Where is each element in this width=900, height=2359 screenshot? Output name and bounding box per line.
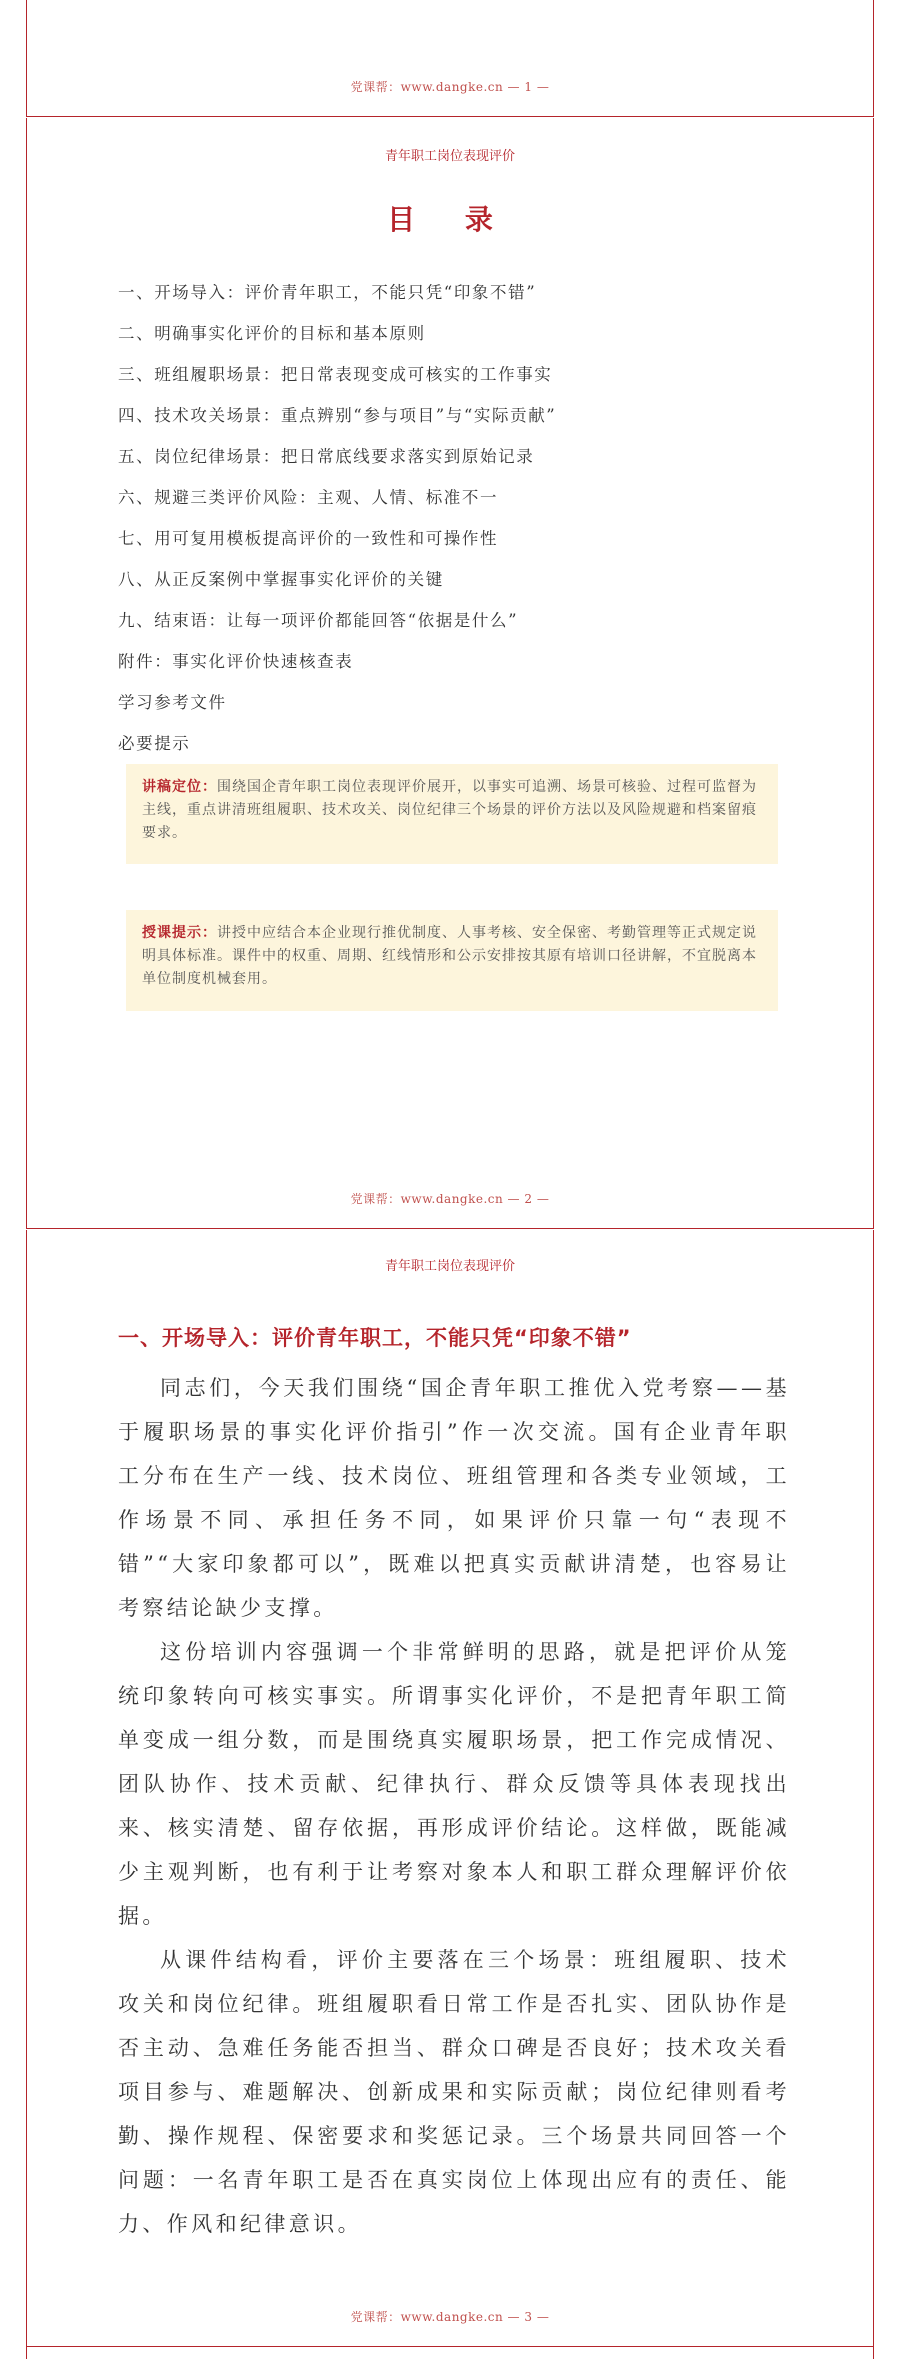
section-body (118, 1366, 790, 2246)
toc-item[interactable]: 一、开场导入：评价青年职工，不能只凭“印象不错” (118, 283, 537, 302)
body-paragraph: 从课件结构看，评价主要落在三个场景：班组履职、技术攻关和岗位纪律。班组履职看日常工作是否扎实、团队协作是否主动、急难任务能否担当、群众口碑是否良好；技术攻关看项目参与、难题解决、创新成果和实际贡献；岗位纪律则看考勤、操作规程、保密要求和奖惩记录。三个场景共同回答一个问题：一名青年职工是否在真实岗位上体现出应有的责任、能力、作风和纪律意识。 (118, 1948, 790, 2236)
toc-item[interactable]: 附件：事实化评价快速核查表 (118, 652, 354, 671)
note-text: 讲授中应结合本企业现行推优制度、人事考核、安全保密、考勤管理等正式规定说明具体标准。课件中的权重、周期、红线情形和公示安排按其原有培训口径讲解，不宜脱离本单位制度机械套用。 (142, 925, 757, 987)
page-footer-2: 党课帮：www.dangke.cn — 2 — (350, 1192, 550, 1206)
page-1-frame (26, 0, 874, 116)
toc-item[interactable]: 五、岗位纪律场景：把日常底线要求落实到原始记录 (118, 447, 535, 466)
note-label: 讲稿定位： (142, 779, 217, 795)
toc-item[interactable]: 七、用可复用模板提高评价的一致性和可操作性 (118, 529, 499, 548)
body-paragraph: 这份培训内容强调一个非常鲜明的思路，就是把评价从笼统印象转向可核实事实。所谓事实化评价，不是把青年职工简单变成一组分数，而是围绕真实履职场景，把工作完成情况、团队协作、技术贡献、纪律执行、群众反馈等具体表现找出来、核实清楚、留存依据，再形成评价结论。这样做，既能减少主观判断，也有利于让考察对象本人和职工群众理解评价依据。 (118, 1640, 790, 1928)
toc-item[interactable]: 必要提示 (118, 734, 191, 753)
section-title: 一、开场导入：评价青年职工，不能只凭“印象不错” (118, 1326, 632, 1350)
toc-item[interactable]: 六、规避三类评价风险：主观、人情、标准不一 (118, 488, 499, 507)
page-footer-1: 党课帮：www.dangke.cn — 1 — (350, 80, 550, 94)
body-paragraph: 同志们，今天我们围绕“国企青年职工推优入党考察——基于履职场景的事实化评价指引”作一次交流。国有企业青年职工分布在生产一线、技术岗位、班组管理和各类专业领域，工作场景不同、承担任务不同，如果评价只靠一句“表现不错”“大家印象都可以”，既难以把真实贡献讲清楚，也容易让考察结论缺少支撑。 (118, 1376, 790, 1620)
note-text: 围绕国企青年职工岗位表现评价展开，以事实可追溯、场景可核验、过程可监督为主线，重点讲清班组履职、技术攻关、岗位纪律三个场景的评价方法以及风险规避和档案留痕要求。 (142, 779, 757, 841)
running-header: 青年职工岗位表现评价 (384, 1259, 515, 1274)
note-lecture-positioning (126, 764, 778, 864)
toc-item[interactable]: 三、班组履职场景：把日常表现变成可核实的工作事实 (118, 365, 553, 384)
page-footer-3: 党课帮：www.dangke.cn — 3 — (350, 2310, 550, 2324)
running-header: 青年职工岗位表现评价 (384, 149, 515, 164)
toc-item[interactable]: 学习参考文件 (118, 693, 227, 712)
toc-item[interactable]: 八、从正反案例中掌握事实化评价的关键 (118, 570, 444, 589)
page-bottom-border (26, 2346, 874, 2347)
toc-title: 目 录 (387, 203, 513, 236)
page-separator (26, 1228, 874, 1229)
toc-list (118, 278, 556, 770)
note-teaching-tips (126, 910, 778, 1011)
note-label: 授课提示： (142, 925, 217, 941)
page-separator (26, 116, 874, 117)
toc-item[interactable]: 四、技术攻关场景：重点辨别“参与项目”与“实际贡献” (118, 406, 557, 425)
toc-item[interactable]: 九、结束语：让每一项评价都能回答“依据是什么” (118, 611, 519, 630)
toc-item[interactable]: 二、明确事实化评价的目标和基本原则 (118, 324, 426, 343)
